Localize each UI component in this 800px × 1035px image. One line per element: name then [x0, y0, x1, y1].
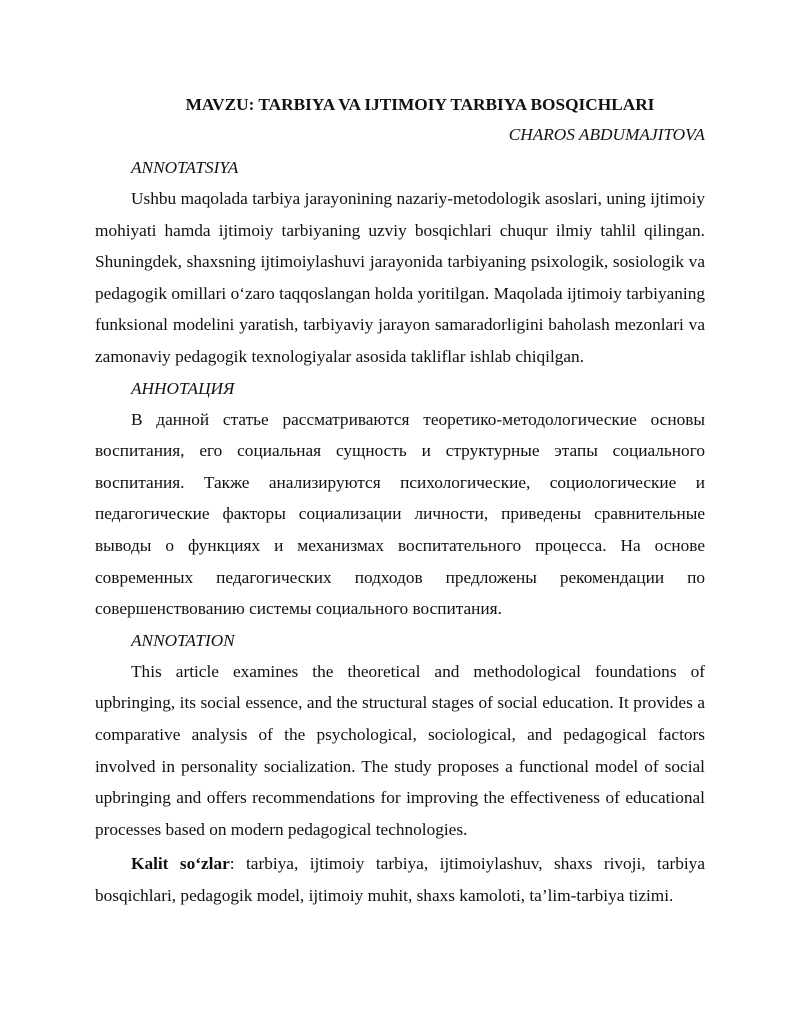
abstract-en-heading: ANNOTATION — [131, 630, 235, 650]
keywords-text: tarbiya, ijtimoiy tarbiya, ijtimoiylashuv, shaxs rivoji, tarbiya bosqichlari, pedagogik model, ijtimoiy muhit, shaxs kamoloti, ta’lim-tarbiya tizimi. — [95, 854, 705, 905]
abstract-en-text: This article examines the theoretical and methodological foundations of upbringing, its social essence, and the structural stages of social education. It provides a comparative analysis of the psychological, sociological, and pedagogical factors involved in personality socialization. The study proposes a functional model of social upbringing and offers recommendations for improving the effectiveness of educational processes based on modern pedagogical technologies. — [95, 661, 705, 839]
abstract-uz-text: Ushbu maqolada tarbiya jarayonining nazariy-metodologik asoslari, uning ijtimoiy mohiyati hamda ijtimoiy tarbiyaning uzviy bosqichlari chuqur ilmiy tahlil qilingan. Shuningdek, shaxsning ijtimoiylashuvi jarayonida tarbiyaning psixologik, sosiologik va pedagogik omillari o‘zaro taqqoslangan holda yoritilgan. Maqolada ijtimoiy tarbiyaning funksional modelini yaratish, tarbiyaviy jarayon samaradorligini baholash mezonlari va zamonaviy pedagogik texnologiyalar asosida takliflar ishlab chiqilgan. — [95, 189, 705, 366]
abstract-uz-heading: ANNOTATSIYA — [131, 158, 239, 177]
keywords-separator: : — [229, 854, 235, 874]
abstract-ru-text: В данной статье рассматриваются теоретико-методологические основы воспитания, его социальная сущность и структурные этапы социального воспитания. Также анализируются психологические, социологические и педагогические факторы социализации личности, приведены сравнительные выводы о функциях и механизмах воспитательного процесса. На основе современных педагогических подходов предложены рекомендации по совершенствованию системы социального воспитания. — [95, 409, 705, 619]
author-name: CHAROS ABDUMAJITOVA — [508, 125, 705, 144]
abstract-ru-heading: АННОТАЦИЯ — [131, 378, 235, 398]
keywords-label: Kalit so‘zlar — [131, 854, 230, 874]
paper-title: MAVZU: TARBIYA VA IJTIMOIY TARBIYA BOSQICHLARI — [185, 95, 655, 114]
keywords-paragraph — [95, 848, 705, 911]
document-page — [95, 90, 705, 911]
